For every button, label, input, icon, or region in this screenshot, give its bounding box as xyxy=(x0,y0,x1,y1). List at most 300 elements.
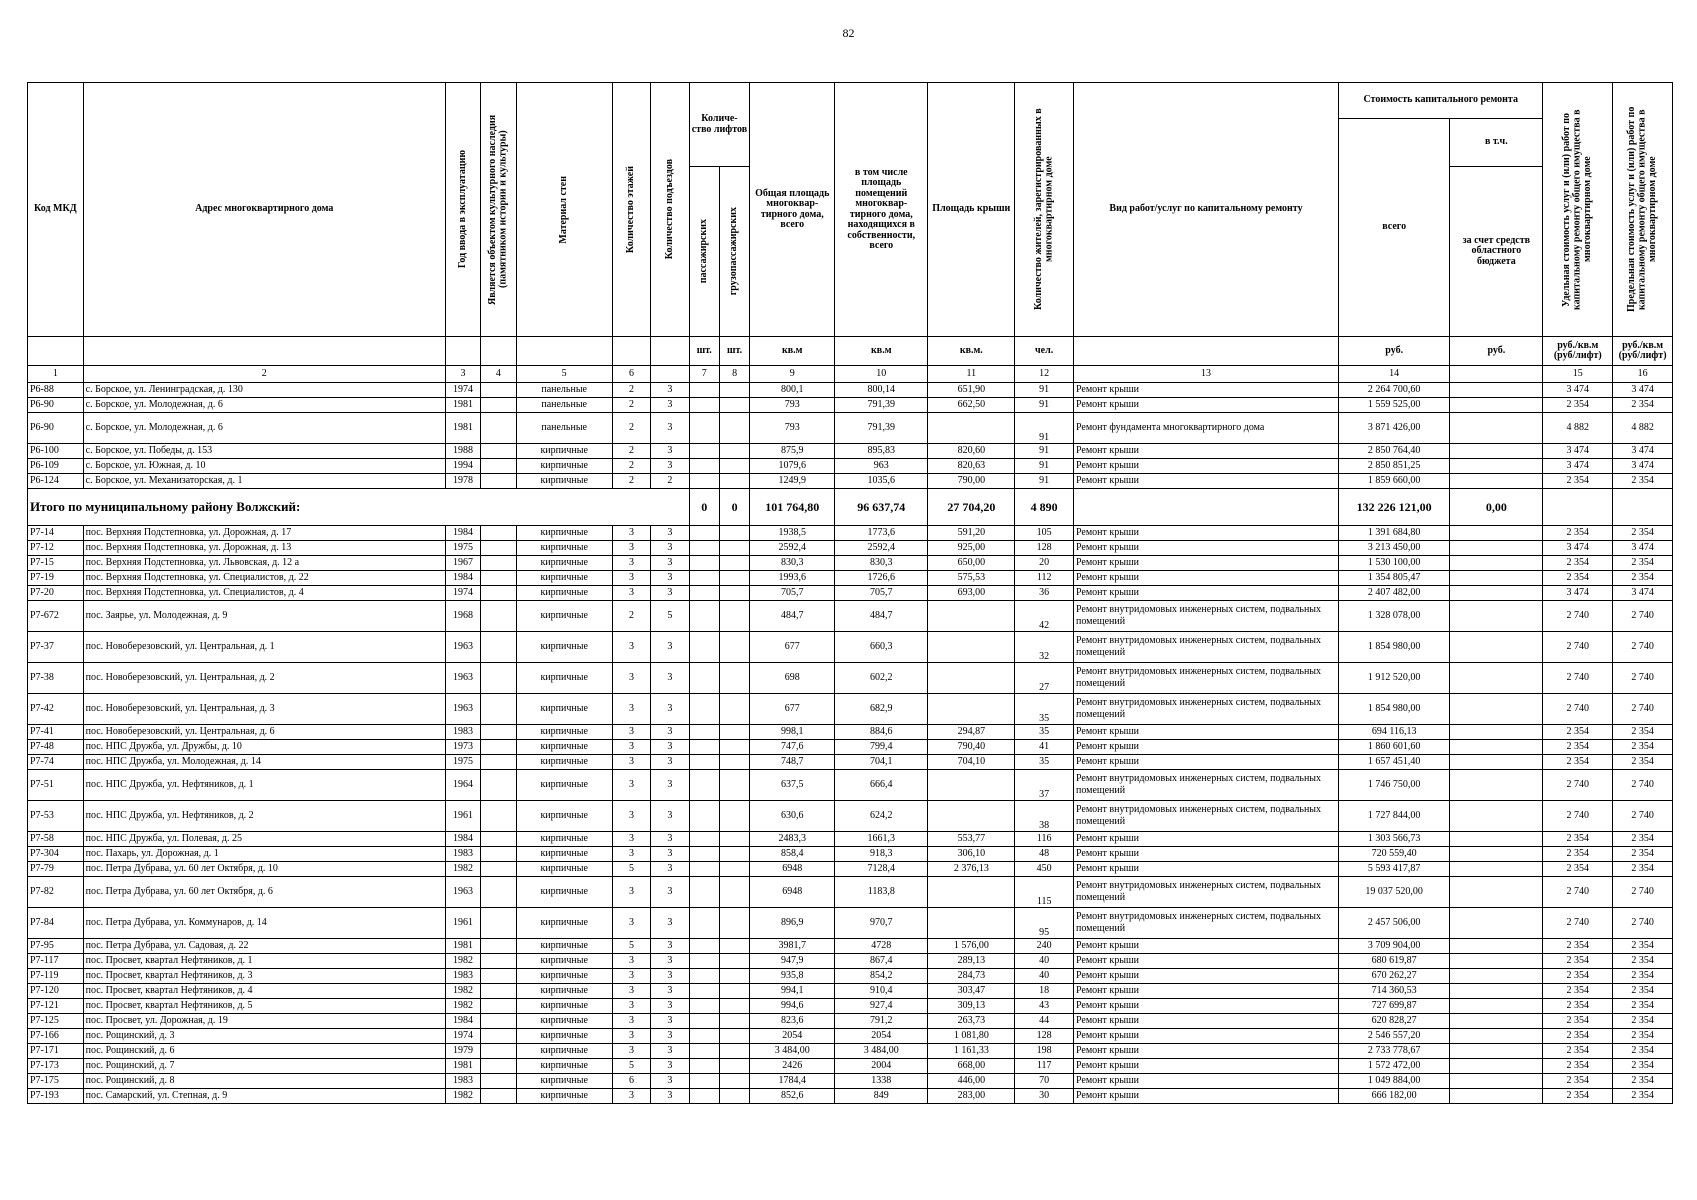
cell-work: Ремонт крыши xyxy=(1073,571,1338,586)
cell-total-area: 793 xyxy=(750,413,835,444)
cell-owned-area: 602,2 xyxy=(835,663,928,694)
cell-owned-area: 910,4 xyxy=(835,984,928,999)
cell-code: Р7-51 xyxy=(28,770,84,801)
cell-owned-area: 682,9 xyxy=(835,694,928,725)
cell-year: 1975 xyxy=(445,541,480,556)
cell-max-cost: 3 474 xyxy=(1613,541,1673,556)
cell-owned-area: 849 xyxy=(835,1089,928,1104)
cell-floors: 6 xyxy=(612,1074,650,1089)
cell-walls: кирпичные xyxy=(516,1059,612,1074)
cell-max-cost: 2 354 xyxy=(1613,984,1673,999)
cell-total-area: 800,1 xyxy=(750,383,835,398)
cell-cargo-lifts xyxy=(719,474,749,489)
cell-specific-cost: 2 354 xyxy=(1543,474,1613,489)
cell-address: пос. Рощинский, д. 7 xyxy=(83,1059,445,1074)
cell-roof-area: 820,60 xyxy=(928,444,1015,459)
cell-passenger-lifts xyxy=(689,1044,719,1059)
cell-total-area: 1249,9 xyxy=(750,474,835,489)
cell-code: Р6-124 xyxy=(28,474,84,489)
cell-address: с. Борское, ул. Южная, д. 10 xyxy=(83,459,445,474)
cell-floors: 3 xyxy=(612,1089,650,1104)
cell-owned-area: 791,2 xyxy=(835,1014,928,1029)
cell-year: 1973 xyxy=(445,740,480,755)
cell-owned-area: 867,4 xyxy=(835,954,928,969)
cell-work: Ремонт внутридомовых инженерных систем, подвальных помещений xyxy=(1073,601,1338,632)
cell-total-area: 748,7 xyxy=(750,755,835,770)
cell-residents: 41 xyxy=(1015,740,1074,755)
cell-heritage xyxy=(481,984,516,999)
cell-max-cost: 2 740 xyxy=(1613,770,1673,801)
cell-regional xyxy=(1450,398,1543,413)
cell-residents: 91 xyxy=(1015,459,1074,474)
cell-roof-area: 1 161,33 xyxy=(928,1044,1015,1059)
cell-owned-area: 484,7 xyxy=(835,601,928,632)
cell-roof-area: 591,20 xyxy=(928,526,1015,541)
column-number: 4 xyxy=(481,366,516,383)
column-numbers-row xyxy=(28,366,1673,383)
cell-floors: 3 xyxy=(612,801,650,832)
cell-passenger-lifts xyxy=(689,632,719,663)
cell-code: Р7-117 xyxy=(28,954,84,969)
cell-cost-total: 1 657 451,40 xyxy=(1339,755,1450,770)
cell-passenger-lifts xyxy=(689,999,719,1014)
cell-work: Ремонт крыши xyxy=(1073,459,1338,474)
cell-floors: 3 xyxy=(612,1014,650,1029)
cell-residents: 44 xyxy=(1015,1014,1074,1029)
cell-walls: кирпичные xyxy=(516,999,612,1014)
header-specific-cost: Удельная стоимость услуг и (или) работ по капитальному ремонту общего имущества в многоквартирном доме xyxy=(1543,83,1613,337)
cell-cost-total: 714 360,53 xyxy=(1339,984,1450,999)
cell-passenger-lifts xyxy=(689,444,719,459)
cell-work: Ремонт крыши xyxy=(1073,398,1338,413)
cell-walls: панельные xyxy=(516,383,612,398)
table-row xyxy=(28,526,1673,541)
cell-residents: 38 xyxy=(1015,801,1074,832)
cell-owned-area: 705,7 xyxy=(835,586,928,601)
cell-owned-area: 800,14 xyxy=(835,383,928,398)
cell-specific-cost: 2 354 xyxy=(1543,571,1613,586)
cell-regional xyxy=(1450,526,1543,541)
cell-floors: 3 xyxy=(612,725,650,740)
cell-work: Ремонт крыши xyxy=(1073,939,1338,954)
cell-address: пос. Петра Дубрава, ул. 60 лет Октября, д. 6 xyxy=(83,877,445,908)
cell-residents: 20 xyxy=(1015,556,1074,571)
cell-roof-area: 790,00 xyxy=(928,474,1015,489)
cell-cost-total: 1 859 660,00 xyxy=(1339,474,1450,489)
cell-year: 1984 xyxy=(445,832,480,847)
cell-residents: 450 xyxy=(1015,862,1074,877)
unit-pcs: шт. xyxy=(689,337,719,366)
cell-total-area: 1784,4 xyxy=(750,1074,835,1089)
cell-cost-total: 670 262,27 xyxy=(1339,969,1450,984)
table-row xyxy=(28,694,1673,725)
table-row xyxy=(28,1014,1673,1029)
header-heritage: Является объектом культурного наследия (памятником истории и культуры) xyxy=(481,83,516,337)
cell-specific-cost: 2 354 xyxy=(1543,984,1613,999)
cell-specific-cost: 2 354 xyxy=(1543,526,1613,541)
cell-entrances: 3 xyxy=(651,571,689,586)
cell-residents: 91 xyxy=(1015,398,1074,413)
cell-max-cost: 2 354 xyxy=(1613,999,1673,1014)
cell-total-area: 1993,6 xyxy=(750,571,835,586)
cell-roof-area xyxy=(928,632,1015,663)
cell-residents: 240 xyxy=(1015,939,1074,954)
cell-work: Ремонт крыши xyxy=(1073,847,1338,862)
column-number: 1 xyxy=(28,366,84,383)
cell-passenger-lifts xyxy=(689,571,719,586)
cell-owned-area: 799,4 xyxy=(835,740,928,755)
cell-residents: 42 xyxy=(1015,601,1074,632)
cell-entrances: 3 xyxy=(651,984,689,999)
cell-work: Ремонт крыши xyxy=(1073,556,1338,571)
cell-regional xyxy=(1450,969,1543,984)
cell-walls: кирпичные xyxy=(516,1014,612,1029)
cell-regional xyxy=(1450,984,1543,999)
cell-total-area: 935,8 xyxy=(750,969,835,984)
cell-address: с. Борское, ул. Молодежная, д. 6 xyxy=(83,413,445,444)
header-passenger: пассажирских xyxy=(689,167,719,337)
cell-code: Р7-38 xyxy=(28,663,84,694)
table-row xyxy=(28,1059,1673,1074)
cell-walls: кирпичные xyxy=(516,586,612,601)
cell-total-area: 998,1 xyxy=(750,725,835,740)
cell-floors: 2 xyxy=(612,474,650,489)
cell-regional xyxy=(1450,601,1543,632)
cell-max-cost: 2 740 xyxy=(1613,694,1673,725)
cell-entrances: 3 xyxy=(651,999,689,1014)
cell-max-cost: 2 354 xyxy=(1613,755,1673,770)
cell-passenger-lifts xyxy=(689,586,719,601)
table-row xyxy=(28,571,1673,586)
cell-entrances: 3 xyxy=(651,832,689,847)
cell-passenger-lifts xyxy=(689,526,719,541)
cell-roof-area: 651,90 xyxy=(928,383,1015,398)
cell-heritage xyxy=(481,999,516,1014)
cell-passenger-lifts xyxy=(689,556,719,571)
table-row xyxy=(28,601,1673,632)
total-owned-area: 96 637,74 xyxy=(835,489,928,526)
cell-floors: 3 xyxy=(612,969,650,984)
cell-year: 1982 xyxy=(445,999,480,1014)
cell-roof-area: 284,73 xyxy=(928,969,1015,984)
cell-walls: кирпичные xyxy=(516,1029,612,1044)
header-total-area: Общая площадь многоквар-тирного дома, всего xyxy=(750,83,835,337)
cell-total-area: 705,7 xyxy=(750,586,835,601)
cell-cost-total: 1 572 472,00 xyxy=(1339,1059,1450,1074)
page-number: 82 xyxy=(842,26,855,40)
cell-cargo-lifts xyxy=(719,444,749,459)
cell-total-area: 677 xyxy=(750,632,835,663)
cell-work: Ремонт крыши xyxy=(1073,1089,1338,1104)
unit-m2: кв.м. xyxy=(928,337,1015,366)
cell-address: пос. Новоберезовский, ул. Центральная, д. 1 xyxy=(83,632,445,663)
cell-year: 1981 xyxy=(445,398,480,413)
table-row xyxy=(28,556,1673,571)
cell-passenger-lifts xyxy=(689,862,719,877)
cell-max-cost: 2 354 xyxy=(1613,1059,1673,1074)
cell-cargo-lifts xyxy=(719,969,749,984)
column-number: 6 xyxy=(612,366,650,383)
cell-cost-total: 2 850 764,40 xyxy=(1339,444,1450,459)
cell-passenger-lifts xyxy=(689,398,719,413)
cell-year: 1975 xyxy=(445,755,480,770)
cell-entrances: 3 xyxy=(651,969,689,984)
total-cost: 132 226 121,00 xyxy=(1339,489,1450,526)
table-body-a xyxy=(28,383,1673,489)
cell-entrances: 3 xyxy=(651,954,689,969)
cell-cargo-lifts xyxy=(719,1044,749,1059)
cell-total-area: 947,9 xyxy=(750,954,835,969)
cell-regional xyxy=(1450,694,1543,725)
cell-residents: 116 xyxy=(1015,832,1074,847)
cell-total-area: 793 xyxy=(750,398,835,413)
cell-address: пос. Верхняя Подстепновка, ул. Львовская, д. 12 а xyxy=(83,556,445,571)
cell-work: Ремонт крыши xyxy=(1073,383,1338,398)
cell-code: Р7-74 xyxy=(28,755,84,770)
cell-code: Р6-100 xyxy=(28,444,84,459)
column-number: 13 xyxy=(1073,366,1338,383)
cell-entrances: 3 xyxy=(651,1014,689,1029)
cell-owned-area: 624,2 xyxy=(835,801,928,832)
cell-residents: 48 xyxy=(1015,847,1074,862)
cell-roof-area: 790,40 xyxy=(928,740,1015,755)
cell-heritage xyxy=(481,459,516,474)
cell-entrances: 3 xyxy=(651,459,689,474)
cell-code: Р7-14 xyxy=(28,526,84,541)
table-row xyxy=(28,1089,1673,1104)
cell-max-cost: 2 354 xyxy=(1613,847,1673,862)
cell-floors: 3 xyxy=(612,1044,650,1059)
cell-entrances: 3 xyxy=(651,847,689,862)
cell-work: Ремонт крыши xyxy=(1073,474,1338,489)
cell-regional xyxy=(1450,877,1543,908)
table-row xyxy=(28,939,1673,954)
cell-residents: 95 xyxy=(1015,908,1074,939)
cell-regional xyxy=(1450,999,1543,1014)
cell-entrances: 3 xyxy=(651,398,689,413)
cell-specific-cost: 2 354 xyxy=(1543,755,1613,770)
cell-heritage xyxy=(481,694,516,725)
header-max-cost: Предельная стоимость услуг и (или) работ по капитальному ремонту общего имущества в многоквартирном доме xyxy=(1613,83,1673,337)
cell-code: Р6-90 xyxy=(28,413,84,444)
cell-max-cost: 2 740 xyxy=(1613,632,1673,663)
cell-roof-area: 303,47 xyxy=(928,984,1015,999)
cell-cargo-lifts xyxy=(719,1014,749,1029)
cell-regional xyxy=(1450,908,1543,939)
cell-walls: кирпичные xyxy=(516,847,612,862)
cell-regional xyxy=(1450,1029,1543,1044)
cell-cargo-lifts xyxy=(719,908,749,939)
cell-total-area: 2592,4 xyxy=(750,541,835,556)
cell-year: 1983 xyxy=(445,1074,480,1089)
cell-max-cost: 2 354 xyxy=(1613,1044,1673,1059)
cell-entrances: 3 xyxy=(651,526,689,541)
cell-specific-cost: 3 474 xyxy=(1543,459,1613,474)
cell-total-area: 994,1 xyxy=(750,984,835,999)
cell-residents: 40 xyxy=(1015,954,1074,969)
cell-regional xyxy=(1450,1014,1543,1029)
cell-passenger-lifts xyxy=(689,413,719,444)
cell-floors: 2 xyxy=(612,383,650,398)
cell-code: Р7-82 xyxy=(28,877,84,908)
table-row xyxy=(28,999,1673,1014)
cell-floors: 5 xyxy=(612,862,650,877)
cell-walls: кирпичные xyxy=(516,954,612,969)
cell-work: Ремонт крыши xyxy=(1073,954,1338,969)
cell-roof-area: 668,00 xyxy=(928,1059,1015,1074)
cell-max-cost: 2 354 xyxy=(1613,1089,1673,1104)
table-row xyxy=(28,459,1673,474)
cell-regional xyxy=(1450,770,1543,801)
cell-owned-area: 791,39 xyxy=(835,398,928,413)
unit-people: чел. xyxy=(1015,337,1074,366)
cell-specific-cost: 2 354 xyxy=(1543,1014,1613,1029)
cell-heritage xyxy=(481,383,516,398)
unit-m2: кв.м xyxy=(750,337,835,366)
column-number: 2 xyxy=(83,366,445,383)
cell-total-area: 747,6 xyxy=(750,740,835,755)
cell-residents: 40 xyxy=(1015,969,1074,984)
cell-regional xyxy=(1450,847,1543,862)
column-number: 15 xyxy=(1543,366,1613,383)
cell-work: Ремонт крыши xyxy=(1073,1074,1338,1089)
cell-specific-cost: 2 354 xyxy=(1543,862,1613,877)
cell-work: Ремонт фундамента многоквартирного дома xyxy=(1073,413,1338,444)
cell-address: пос. Верхняя Подстепновка, ул. Дорожная, д. 13 xyxy=(83,541,445,556)
cell-floors: 3 xyxy=(612,954,650,969)
cell-total-area: 3 484,00 xyxy=(750,1044,835,1059)
cell-max-cost: 2 354 xyxy=(1613,556,1673,571)
cell-specific-cost: 2 740 xyxy=(1543,663,1613,694)
header-cost-total: всего xyxy=(1339,119,1450,337)
column-number: 14 xyxy=(1339,366,1450,383)
cell-address: с. Борское, ул. Механизаторская, д. 1 xyxy=(83,474,445,489)
cell-specific-cost: 2 354 xyxy=(1543,740,1613,755)
cell-floors: 3 xyxy=(612,586,650,601)
cell-entrances: 3 xyxy=(651,1074,689,1089)
cell-work: Ремонт крыши xyxy=(1073,586,1338,601)
cell-cost-total: 3 871 426,00 xyxy=(1339,413,1450,444)
cell-heritage xyxy=(481,1029,516,1044)
unit-m2: кв.м xyxy=(835,337,928,366)
cell-owned-area: 970,7 xyxy=(835,908,928,939)
cell-code: Р7-41 xyxy=(28,725,84,740)
cell-owned-area: 895,83 xyxy=(835,444,928,459)
cell-cost-total: 694 116,13 xyxy=(1339,725,1450,740)
cell-cost-total: 1 854 980,00 xyxy=(1339,694,1450,725)
cell-cargo-lifts xyxy=(719,459,749,474)
cell-cost-total: 1 912 520,00 xyxy=(1339,663,1450,694)
cell-passenger-lifts xyxy=(689,832,719,847)
cell-regional xyxy=(1450,725,1543,740)
cell-max-cost: 3 474 xyxy=(1613,383,1673,398)
cell-floors: 3 xyxy=(612,556,650,571)
cell-year: 1994 xyxy=(445,459,480,474)
cell-code: Р7-15 xyxy=(28,556,84,571)
cell-specific-cost: 2 740 xyxy=(1543,601,1613,632)
cell-cargo-lifts xyxy=(719,413,749,444)
cell-entrances: 3 xyxy=(651,413,689,444)
cell-passenger-lifts xyxy=(689,383,719,398)
cell-passenger-lifts xyxy=(689,1089,719,1104)
cell-code: Р7-166 xyxy=(28,1029,84,1044)
cell-heritage xyxy=(481,556,516,571)
cell-cost-total: 680 619,87 xyxy=(1339,954,1450,969)
cell-walls: кирпичные xyxy=(516,556,612,571)
column-number: 8 xyxy=(719,366,749,383)
cell-year: 1984 xyxy=(445,571,480,586)
cell-owned-area: 854,2 xyxy=(835,969,928,984)
cell-work: Ремонт внутридомовых инженерных систем, подвальных помещений xyxy=(1073,663,1338,694)
cell-cost-total: 2 264 700,60 xyxy=(1339,383,1450,398)
cell-work: Ремонт крыши xyxy=(1073,1044,1338,1059)
cell-heritage xyxy=(481,1044,516,1059)
cell-work: Ремонт крыши xyxy=(1073,541,1338,556)
cell-roof-area xyxy=(928,413,1015,444)
cell-cargo-lifts xyxy=(719,984,749,999)
cell-residents: 27 xyxy=(1015,663,1074,694)
cell-entrances: 3 xyxy=(651,877,689,908)
cell-specific-cost: 2 354 xyxy=(1543,556,1613,571)
cell-owned-area: 1726,6 xyxy=(835,571,928,586)
cell-walls: кирпичные xyxy=(516,571,612,586)
cell-max-cost: 3 474 xyxy=(1613,444,1673,459)
cell-cargo-lifts xyxy=(719,847,749,862)
table-body-b xyxy=(28,526,1673,1104)
table-row xyxy=(28,755,1673,770)
total-passenger: 0 xyxy=(689,489,719,526)
cell-cost-total: 2 407 482,00 xyxy=(1339,586,1450,601)
cell-cargo-lifts xyxy=(719,770,749,801)
cell-year: 1983 xyxy=(445,969,480,984)
cell-total-area: 2054 xyxy=(750,1029,835,1044)
cell-cargo-lifts xyxy=(719,601,749,632)
cell-cost-total: 3 213 450,00 xyxy=(1339,541,1450,556)
cell-walls: кирпичные xyxy=(516,1044,612,1059)
column-number: 16 xyxy=(1613,366,1673,383)
cell-cargo-lifts xyxy=(719,1074,749,1089)
cell-cargo-lifts xyxy=(719,541,749,556)
cell-residents: 91 xyxy=(1015,383,1074,398)
cell-cargo-lifts xyxy=(719,556,749,571)
cell-specific-cost: 2 354 xyxy=(1543,847,1613,862)
cell-total-area: 852,6 xyxy=(750,1089,835,1104)
cell-cargo-lifts xyxy=(719,954,749,969)
cell-regional xyxy=(1450,1059,1543,1074)
cell-owned-area: 830,3 xyxy=(835,556,928,571)
cell-total-area: 830,3 xyxy=(750,556,835,571)
cell-roof-area: 1 576,00 xyxy=(928,939,1015,954)
cell-owned-area: 2054 xyxy=(835,1029,928,1044)
cell-year: 1981 xyxy=(445,939,480,954)
cell-walls: кирпичные xyxy=(516,740,612,755)
table-row xyxy=(28,801,1673,832)
cell-walls: кирпичные xyxy=(516,1074,612,1089)
header-cost: Стоимость капитального ремонта xyxy=(1339,83,1543,119)
cell-cargo-lifts xyxy=(719,694,749,725)
cell-floors: 5 xyxy=(612,939,650,954)
table-row xyxy=(28,847,1673,862)
cell-address: пос. Просвет, квартал Нефтяников, д. 4 xyxy=(83,984,445,999)
cell-heritage xyxy=(481,526,516,541)
cell-cargo-lifts xyxy=(719,1029,749,1044)
cell-passenger-lifts xyxy=(689,601,719,632)
cell-cost-total: 1 354 805,47 xyxy=(1339,571,1450,586)
cell-max-cost: 4 882 xyxy=(1613,413,1673,444)
cell-heritage xyxy=(481,755,516,770)
cell-entrances: 3 xyxy=(651,383,689,398)
cell-specific-cost: 2 354 xyxy=(1543,398,1613,413)
